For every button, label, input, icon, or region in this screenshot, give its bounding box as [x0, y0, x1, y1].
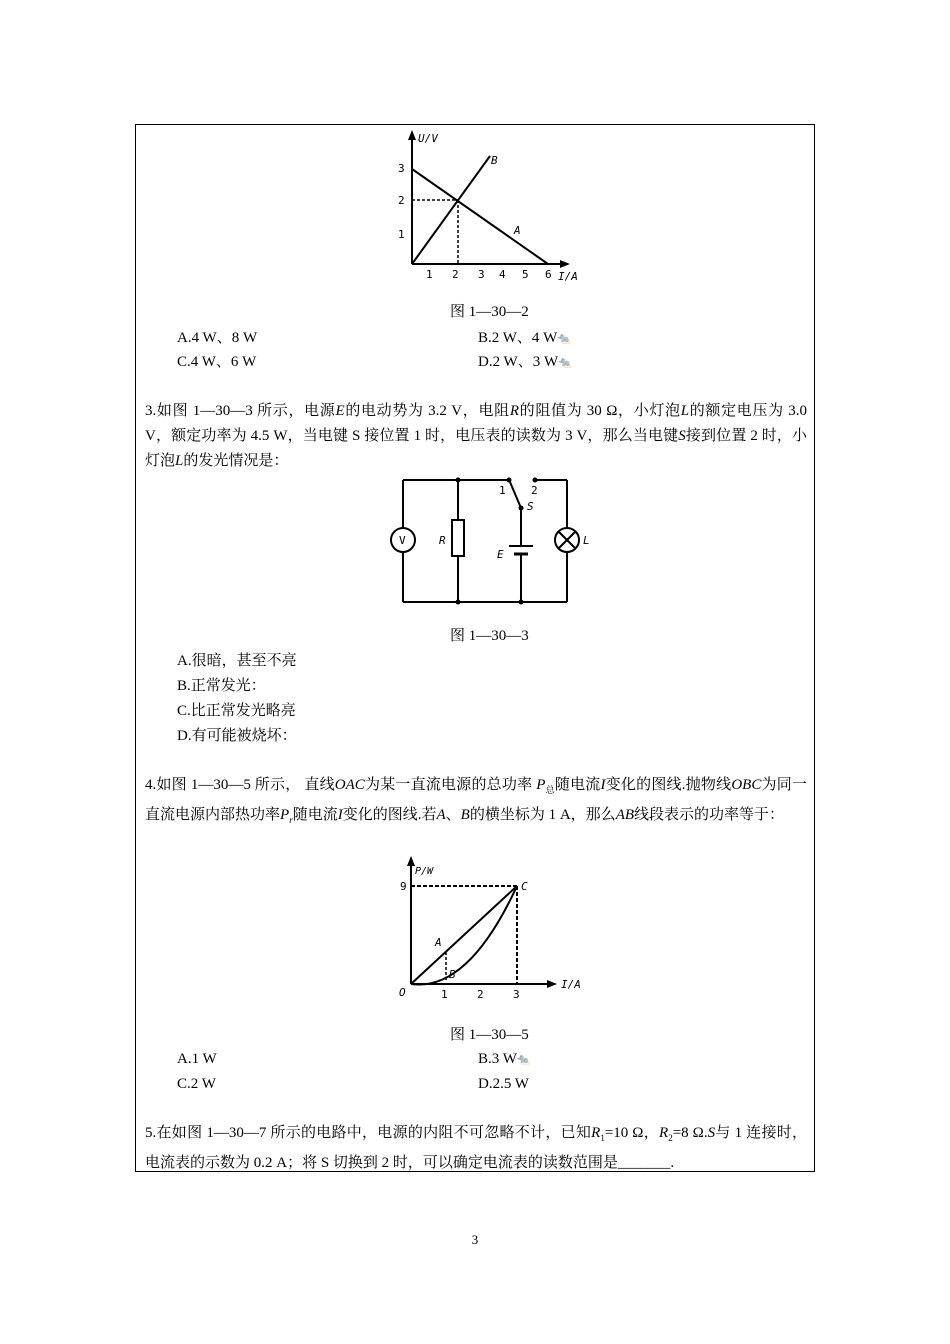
mouse-glyph-icon: 🐀: [558, 357, 572, 369]
line-b-label: B: [491, 154, 498, 167]
mouse-glyph-icon: 🐀: [557, 333, 572, 345]
x-tick-6: 6: [545, 268, 552, 281]
switch-contact-2: [533, 478, 538, 483]
q4-option-b: B.3 W🐀: [478, 1051, 531, 1067]
q2-option-b: B.2 W、4 W🐀: [478, 330, 572, 346]
x-axis-arrow: [547, 980, 557, 988]
x-axis-arrow: [560, 260, 570, 268]
y-tick-1: 1: [398, 228, 405, 241]
switch-label: S: [527, 500, 534, 513]
resistor-label: R: [439, 534, 446, 547]
lamp-label: L: [583, 534, 590, 547]
y-tick-3: 3: [398, 162, 405, 175]
figure-circuit: [385, 472, 590, 612]
mouse-glyph-icon: 🐀: [516, 1054, 531, 1066]
figure-power-graph: [395, 854, 595, 1004]
y-axis-arrow: [407, 856, 415, 866]
line-a-label: A: [514, 224, 521, 237]
x-tick-3: 3: [513, 988, 520, 1001]
x-axis-label: I/A: [561, 978, 581, 991]
question-5-text: 5.在如图 1—30—7 所示的电路中，电源的内阻不可忽略不计，已知$R_1=10$ Ω，$R_2=8$ Ω.S与 1 连接时，电流表的示数为 0.2 A；将 S 切换到 2 时，可以确定电流表的读数范围是_______.: [145, 1125, 807, 1171]
x-tick-4: 4: [499, 268, 506, 281]
voltmeter-label: V: [399, 534, 406, 547]
x-tick-5: 5: [522, 268, 529, 281]
x-tick-1: 1: [426, 268, 433, 281]
q2-option-c: C.4 W、6 W: [177, 354, 257, 370]
y-axis-label: U/V: [418, 132, 438, 145]
line-a: [412, 169, 548, 264]
point-c-label: C: [521, 880, 528, 893]
q3-option-d: D.有可能被烧坏：: [177, 728, 297, 744]
x-tick-2: 2: [452, 268, 459, 281]
origin-label: O: [399, 986, 406, 999]
q3-option-b: B.正常发光：: [177, 678, 266, 694]
q2-option-d: D.2 W、3 W🐀: [478, 354, 572, 370]
q4-option-d: D.2.5 W: [478, 1076, 529, 1092]
x-tick-2: 2: [477, 988, 484, 1001]
resistor-symbol: [452, 520, 464, 556]
figure2-caption: 图 1—30—2: [450, 304, 529, 320]
line-b: [412, 156, 490, 264]
figure5-caption: 图 1—30—5: [450, 1027, 529, 1043]
line-oac: [411, 886, 517, 984]
question-3-text: 3.如图 1—30—3 所示，电源E的电动势为 3.2 V，电阻R的阻值为 30 Ω，小灯泡L的额定电压为 3.0 V，额定功率为 4.5 W，当电键 S 接位置 1 时，电压表的读数为 3 V，那么当电键S接到位置 2 时，小灯泡L的发光情况是：: [145, 403, 807, 469]
page-number: 3: [471, 1232, 479, 1247]
switch-blade: [510, 482, 521, 508]
y-tick-2: 2: [398, 194, 405, 207]
q4-option-a: A.1 W: [177, 1051, 217, 1067]
point-b-label: B: [449, 968, 456, 981]
point-a-label: A: [435, 936, 442, 949]
battery-label: E: [497, 548, 504, 561]
switch-position-1: 1: [499, 484, 506, 497]
q4-option-c: C.2 W: [177, 1076, 216, 1092]
q3-option-a: A.很暗，甚至不亮: [177, 653, 297, 669]
q3-option-c: C.比正常发光略亮: [177, 703, 296, 719]
x-tick-3: 3: [478, 268, 485, 281]
y-axis-arrow: [408, 130, 416, 140]
x-axis-label: I/A: [558, 270, 578, 283]
y-tick-9: 9: [400, 880, 407, 893]
q2-option-a: A.4 W、8 W: [177, 330, 258, 346]
switch-position-2: 2: [531, 484, 538, 497]
x-tick-1: 1: [441, 988, 448, 1001]
figure3-caption: 图 1—30—3: [450, 628, 529, 644]
figure-u-i-graph: [390, 128, 590, 288]
question-4-text: 4.如图 1—30—5 所示， 直线OAC为某一直流电源的总功率 $P_总$随电流I变化的图线.抛物线OBC为同一直流电源内部热功率$P_r$随电流I变化的图线.若A、B的横坐标为 1 A，那么AB线段表示的功率等于：: [145, 777, 807, 825]
y-axis-label: P/W: [415, 866, 434, 877]
